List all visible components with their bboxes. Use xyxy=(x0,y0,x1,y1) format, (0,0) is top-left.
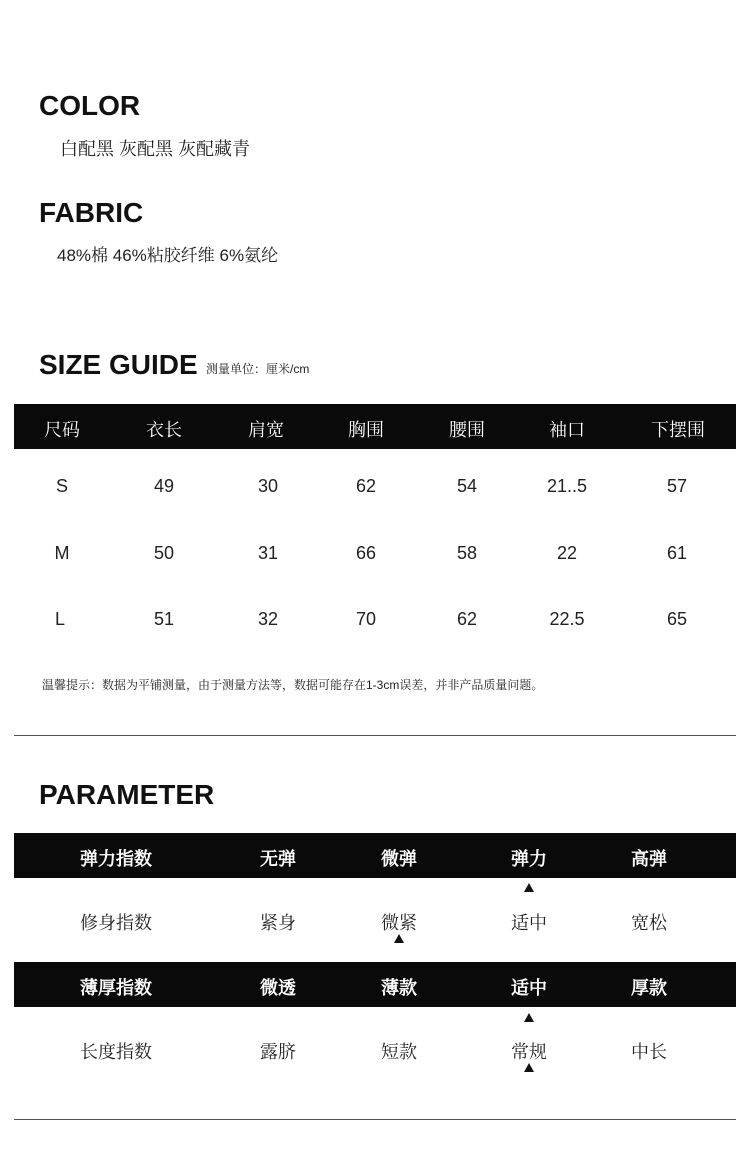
selected-marker-icon xyxy=(524,1063,534,1072)
size-cell: 57 xyxy=(666,476,688,496)
param-option: 适中 xyxy=(511,978,547,998)
size-header-cell: 肩宽 xyxy=(248,420,284,440)
fabric-title: FABRIC xyxy=(39,197,144,228)
size-cell: 62 xyxy=(355,476,377,496)
param-option: 微紧 xyxy=(381,913,417,933)
param-row-fit xyxy=(14,909,736,933)
section-divider xyxy=(14,1119,736,1120)
param-row-thickness xyxy=(14,962,736,1007)
size-header-cell: 腰围 xyxy=(449,420,485,440)
size-cell: 30 xyxy=(257,476,279,496)
size-header-cell: 袖口 xyxy=(549,420,585,440)
size-cell: S xyxy=(55,476,69,496)
size-header-cell: 胸围 xyxy=(348,420,384,440)
selected-marker-icon xyxy=(394,934,404,943)
param-option: 适中 xyxy=(511,913,547,933)
param-option: 高弹 xyxy=(631,849,667,869)
size-header-cell: 衣长 xyxy=(146,420,182,440)
param-option: 短款 xyxy=(381,1042,417,1062)
size-cell: 49 xyxy=(153,476,175,496)
param-option: 常规 xyxy=(511,1042,547,1062)
size-cell: M xyxy=(54,543,70,563)
size-cell: L xyxy=(54,609,66,629)
size-header-cell: 下摆围 xyxy=(651,420,705,440)
param-label: 薄厚指数 xyxy=(80,978,152,998)
param-option: 弹力 xyxy=(511,849,547,869)
param-option: 薄款 xyxy=(381,978,417,998)
size-cell: 22.5 xyxy=(549,609,585,629)
param-row-elasticity xyxy=(14,833,736,878)
size-cell: 61 xyxy=(666,543,688,563)
size-header-cell: 尺码 xyxy=(44,420,80,440)
color-title: COLOR xyxy=(39,90,141,121)
param-label: 弹力指数 xyxy=(80,849,152,869)
size-guide-title: SIZE GUIDE xyxy=(39,349,198,380)
size-cell: 32 xyxy=(257,609,279,629)
size-cell: 54 xyxy=(456,476,478,496)
size-cell: 65 xyxy=(666,609,688,629)
size-cell: 21..5 xyxy=(546,476,588,496)
size-cell: 31 xyxy=(257,543,279,563)
param-option: 微弹 xyxy=(381,849,417,869)
param-option: 宽松 xyxy=(631,913,667,933)
size-cell: 51 xyxy=(153,609,175,629)
parameter-title: PARAMETER xyxy=(39,779,215,810)
size-cell: 58 xyxy=(456,543,478,563)
size-cell: 50 xyxy=(153,543,175,563)
section-divider xyxy=(14,735,736,736)
param-option: 厚款 xyxy=(631,978,667,998)
param-option: 紧身 xyxy=(260,913,296,933)
size-cell: 62 xyxy=(456,609,478,629)
selected-marker-icon xyxy=(524,1013,534,1022)
param-option: 露脐 xyxy=(260,1042,296,1062)
param-option: 微透 xyxy=(260,978,296,998)
size-guide-note: 温馨提示：数据为平铺测量，由于测量方法等，数据可能存在1-3cm误差，并非产品质量问题。 xyxy=(42,678,544,692)
size-guide-unit: 测量单位：厘米/cm xyxy=(206,362,310,376)
param-option: 无弹 xyxy=(260,849,296,869)
param-label: 长度指数 xyxy=(80,1042,152,1062)
fabric-value: 48%棉 46%粘胶纤维 6%氨纶 xyxy=(57,246,279,265)
size-cell: 66 xyxy=(355,543,377,563)
size-table-header xyxy=(14,404,736,449)
color-value: 白配黑 灰配黑 灰配藏青 xyxy=(60,139,251,159)
size-row-s xyxy=(14,476,736,500)
param-option: 中长 xyxy=(631,1042,667,1062)
param-label: 修身指数 xyxy=(80,913,152,933)
param-row-length xyxy=(14,1038,736,1062)
size-cell: 70 xyxy=(355,609,377,629)
size-row-m xyxy=(14,543,736,567)
size-cell: 22 xyxy=(556,543,578,563)
selected-marker-icon xyxy=(524,883,534,892)
size-row-l xyxy=(14,609,736,633)
